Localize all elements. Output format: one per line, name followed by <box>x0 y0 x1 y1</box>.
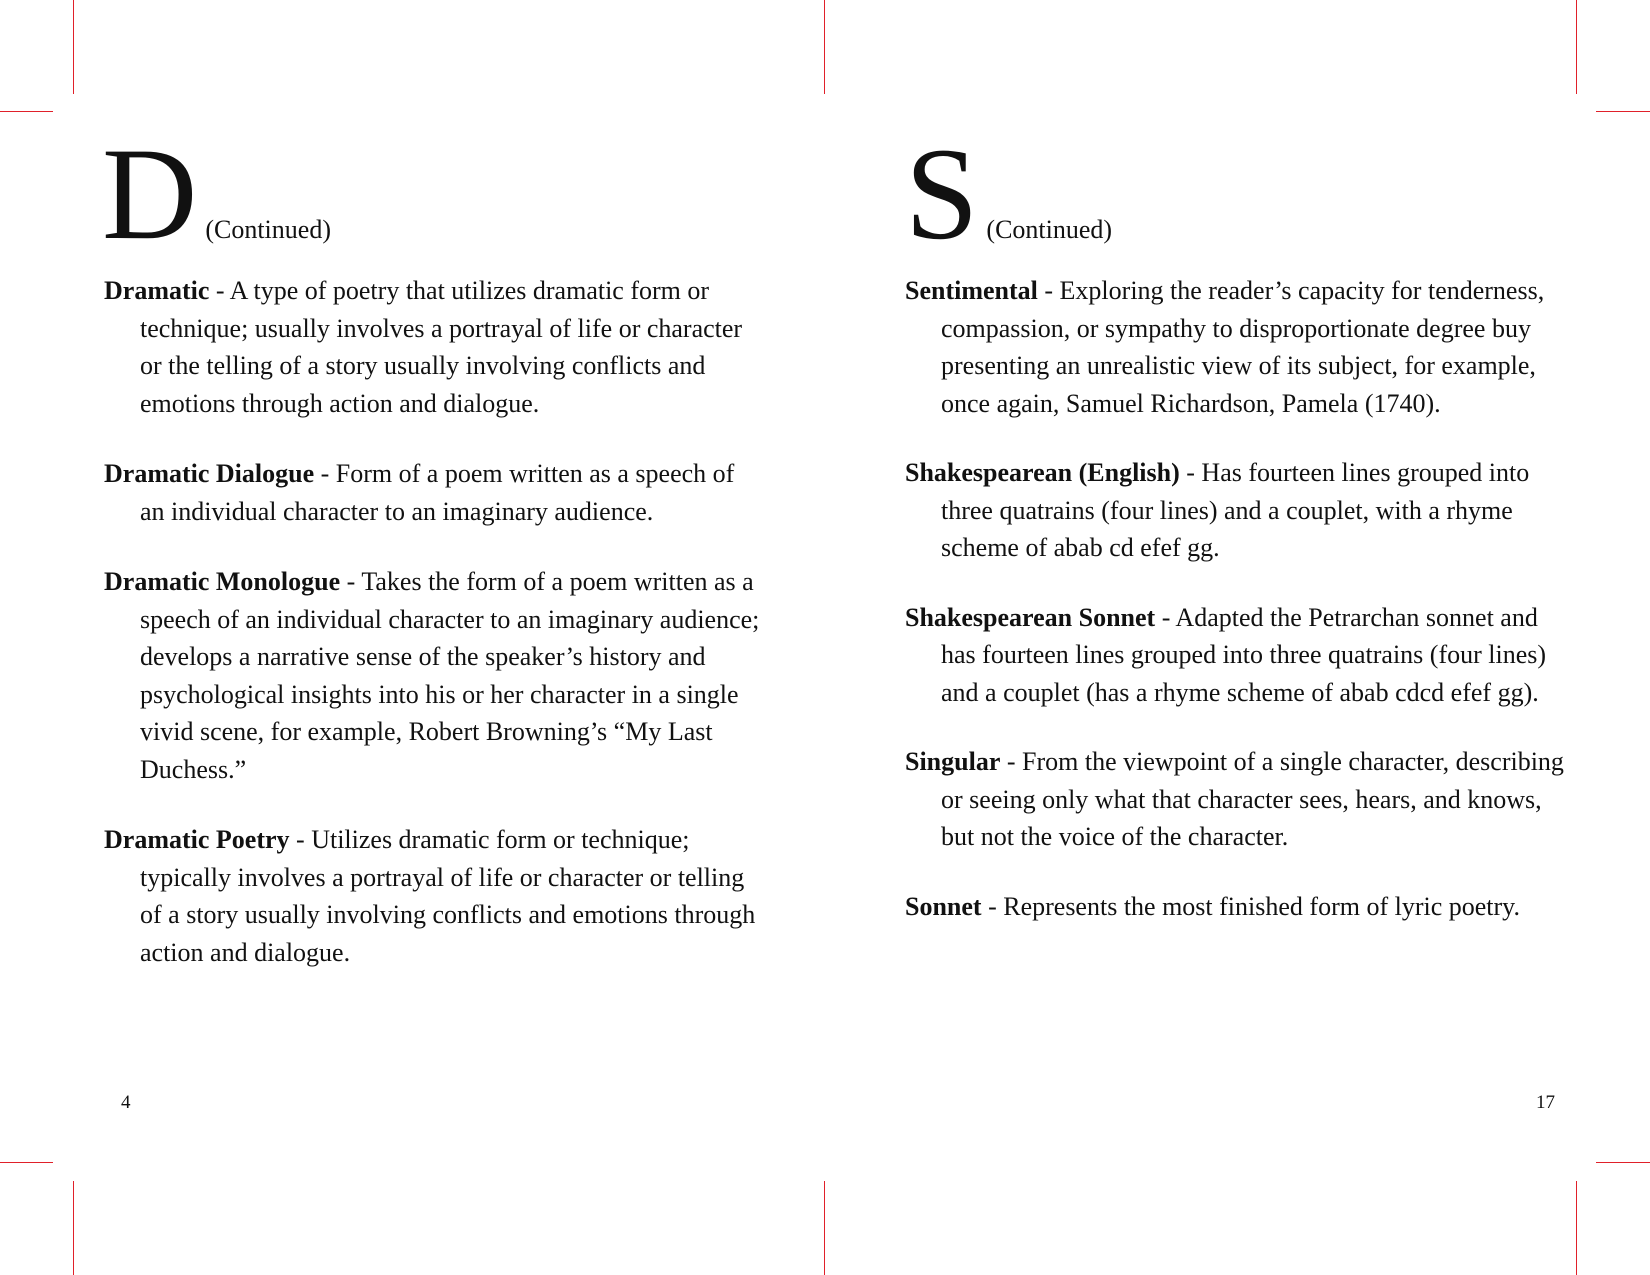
right-page <box>825 0 1650 1275</box>
glossary-entry <box>905 888 1565 926</box>
glossary-entry <box>104 821 764 971</box>
glossary-entries <box>104 272 764 971</box>
entry-definition: - Takes the form of a poem written as a speech of an individual character to an imaginary audience; develops a narrative sense of the speaker’s history and psychological insights into his or her character in a single vivid scene, for example, Robert Browning’s “My Last Duchess.” <box>140 567 760 784</box>
entry-term: Dramatic Dialogue <box>104 459 315 488</box>
glossary-entry <box>104 272 764 422</box>
entry-definition: - Represents the most finished form of lyric poetry. <box>981 891 1520 921</box>
glossary-entry <box>905 599 1565 712</box>
section-letter: S <box>905 120 979 267</box>
entry-term: Sentimental <box>905 276 1038 305</box>
entry-definition: - From the viewpoint of a single character, describing or seeing only what that character sees, hears, and knows, but not the voice of the character. <box>941 747 1564 851</box>
glossary-entries <box>905 272 1565 925</box>
entry-term: Dramatic Poetry <box>104 825 290 854</box>
entry-term: Shakespearean (English) <box>905 458 1180 487</box>
entry-term: Sonnet <box>905 891 982 921</box>
glossary-entry <box>905 743 1565 856</box>
entry-term: Dramatic Monologue <box>104 567 341 596</box>
section-heading <box>102 120 331 267</box>
glossary-entry <box>104 563 764 788</box>
entry-definition: - Form of a poem written as a speech of an individual character to an imaginary audience. <box>140 459 735 526</box>
section-heading <box>905 120 1113 267</box>
page-number: 17 <box>1536 1092 1555 1113</box>
entry-definition: - Has fourteen lines grouped into three quatrains (four lines) and a couplet, with a rhyme scheme of abab cd efef gg. <box>941 458 1530 562</box>
entry-definition: - Utilizes dramatic form or technique; typically involves a portrayal of life or character or telling of a story usually involving conflicts and emotions through action and dialogue. <box>140 825 756 967</box>
entry-term: Shakespearean Sonnet <box>905 602 1156 632</box>
entry-definition: - Exploring the reader’s capacity for tenderness, compassion, or sympathy to disproportionate degree buy presenting an unrealistic view of its subject, for example, once again, Samuel Richardson, Pamela (1740). <box>941 276 1545 418</box>
entry-term: Dramatic <box>104 276 210 305</box>
entry-definition: - A type of poetry that utilizes dramatic form or technique; usually involves a portrayal of life or character or the telling of a story usually involving conflicts and emotions through action and dialogue. <box>140 276 743 418</box>
entry-term: Singular <box>905 747 1001 776</box>
glossary-entry <box>104 455 764 530</box>
entry-definition: - Adapted the Petrarchan sonnet and has fourteen lines grouped into three quatrains (four lines) and a couplet (has a rhyme scheme of abab cdcd efef gg). <box>941 602 1547 707</box>
glossary-entry <box>905 272 1565 422</box>
glossary-entry <box>905 454 1565 567</box>
section-letter: D <box>102 120 198 267</box>
continued-label: (Continued) <box>986 215 1113 244</box>
page-number: 4 <box>121 1092 131 1113</box>
continued-label: (Continued) <box>205 215 331 244</box>
